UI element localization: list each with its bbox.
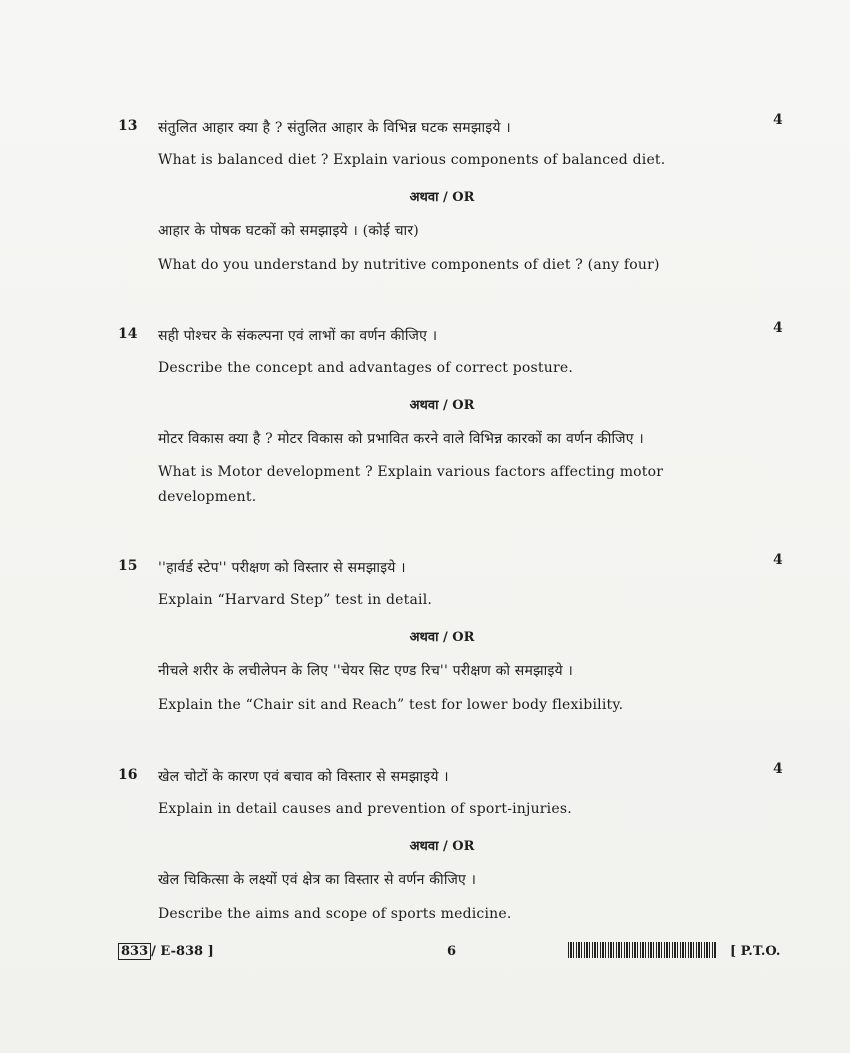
question-english: Describe the concept and advantages of correct posture.: [158, 360, 574, 376]
question-marks: 4: [773, 761, 783, 777]
question-marks: 4: [773, 320, 783, 336]
or-separator: अथवा / OR: [409, 839, 475, 854]
alternative-english: Explain the “Chair sit and Reach” test for lower body flexibility.: [158, 697, 624, 713]
alternative-english: What do you understand by nutritive components of diet ? (any four): [158, 257, 660, 273]
barcode-icon: [568, 942, 716, 958]
paper-code: [118, 944, 214, 959]
alternative-hindi: नीचले शरीर के लचीलेपन के लिए ''चेयर सिट एण्ड रिच'' परीक्षण को समझाइये ।: [158, 663, 574, 679]
question-number: 15: [118, 558, 138, 574]
question-number: 14: [118, 326, 138, 342]
page-number: 6: [447, 944, 457, 959]
question-marks: 4: [773, 112, 783, 128]
alternative-english: What is Motor development ? Explain various factors affecting motor development.: [158, 464, 664, 505]
alternative-hindi: आहार के पोषक घटकों को समझाइये । (कोई चार): [158, 223, 419, 239]
alternative-hindi: मोटर विकास क्या है ? मोटर विकास को प्रभावित करने वाले विभिन्न कारकों का वर्णन कीजिए ।: [158, 431, 644, 447]
question-hindi: सही पोश्चर के संकल्पना एवं लाभों का वर्णन कीजिए ।: [158, 328, 438, 344]
question-number: 16: [118, 767, 138, 783]
question-english: Explain in detail causes and prevention of sport-injuries.: [158, 801, 572, 817]
or-separator: अथवा / OR: [409, 398, 475, 413]
or-separator: अथवा / OR: [409, 190, 475, 205]
question-number: 13: [118, 118, 138, 134]
question-english: What is balanced diet ? Explain various components of balanced diet.: [158, 152, 666, 168]
question-hindi: संतुलित आहार क्या है ? संतुलित आहार के विभिन्न घटक समझाइये ।: [158, 120, 511, 136]
paper-code-rest: / E-838 ]: [151, 944, 214, 959]
question-hindi: ''हार्वर्ड स्टेप'' परीक्षण को विस्तार से समझाइये ।: [158, 560, 406, 576]
alternative-hindi: खेल चिकित्सा के लक्ष्यों एवं क्षेत्र का विस्तार से वर्णन कीजिए ।: [158, 872, 477, 888]
paper-code-boxed: 833: [118, 943, 151, 960]
question-hindi: खेल चोटों के कारण एवं बचाव को विस्तार से समझाइये ।: [158, 769, 449, 785]
or-separator: अथवा / OR: [409, 630, 475, 645]
question-english: Explain “Harvard Step” test in detail.: [158, 592, 433, 608]
question-marks: 4: [773, 552, 783, 568]
pto-label: [ P.T.O.: [730, 944, 781, 959]
alternative-english: Describe the aims and scope of sports medicine.: [158, 906, 512, 922]
